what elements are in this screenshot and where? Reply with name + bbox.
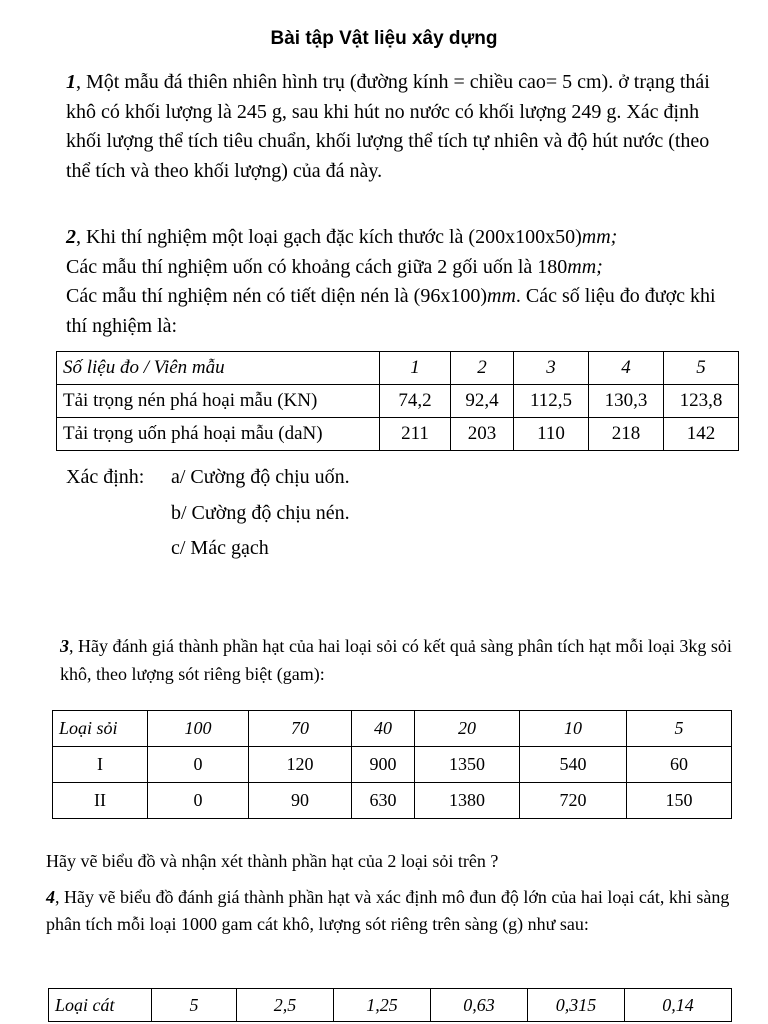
- table-header-cell: 5: [664, 352, 739, 385]
- table-header-cell: 2,5: [237, 989, 334, 1022]
- table-header-cell: 40: [352, 711, 415, 747]
- table-cell: Tải trọng nén phá hoại mẫu (KN): [57, 385, 380, 418]
- sand-sieve-table: [48, 988, 732, 1022]
- table-header-cell: 3: [514, 352, 589, 385]
- table-cell: 110: [514, 418, 589, 451]
- table-header-cell: 5: [627, 711, 732, 747]
- table-cell: Tải trọng uốn phá hoại mẫu (daN): [57, 418, 380, 451]
- table-cell: 1350: [415, 747, 520, 783]
- table-header-cell: 0,14: [625, 989, 732, 1022]
- question-2: [66, 223, 726, 341]
- question-2-number: 2: [66, 226, 76, 248]
- table-header-cell: 70: [249, 711, 352, 747]
- question-2-unit3: mm: [487, 285, 516, 307]
- table-cell: 74,2: [380, 385, 451, 418]
- table-cell: 540: [520, 747, 627, 783]
- table-cell: 60: [627, 747, 732, 783]
- table-row: [57, 385, 739, 418]
- question-4-number: 4: [46, 887, 55, 907]
- table-cell: 123,8: [664, 385, 739, 418]
- question-2-unit2: mm;: [567, 255, 603, 278]
- table-header-cell: 0,315: [528, 989, 625, 1022]
- table-row: [53, 747, 732, 783]
- table-row: [57, 418, 739, 451]
- task-b: b/ Cường độ chịu nén.: [171, 502, 350, 524]
- question-3-text: , Hãy đánh giá thành phần hạt của hai loại sỏi có kết quả sàng phân tích hạt mỗi loại 3kg sỏi khô, theo lượng sót riêng biệt (gam):: [60, 636, 732, 684]
- table-header-cell: 1,25: [334, 989, 431, 1022]
- table-header-cell: Số liệu đo / Viên mẫu: [57, 352, 380, 385]
- table-cell: I: [53, 747, 148, 783]
- question-2-unit1: mm;: [581, 226, 618, 248]
- table-cell: 120: [249, 747, 352, 783]
- determine-label: Xác định:: [66, 466, 145, 488]
- question-2-line3b: . Các số liệu đo được khi thí nghiệm là:: [66, 285, 716, 337]
- table-header-row: [49, 989, 732, 1022]
- table-header-cell: 20: [415, 711, 520, 747]
- table-cell: 1380: [415, 783, 520, 819]
- question-1-number: 1: [66, 71, 76, 93]
- question-3-number: 3: [60, 636, 69, 656]
- question-4-text: , Hãy vẽ biểu đồ đánh giá thành phần hạt và xác định mô đun độ lớn của hai loại cát, khi sàng phân tích mỗi loại 1000 gam cát khô, lượng sót riêng trên sàng (g) như sau:: [46, 887, 730, 934]
- table-header-cell: 100: [148, 711, 249, 747]
- table-header-row: [53, 711, 732, 747]
- table-header-cell: 10: [520, 711, 627, 747]
- table-header-cell: Loại cát: [49, 989, 152, 1022]
- task-c: c/ Mác gạch: [171, 537, 269, 559]
- question-1-text: , Một mẫu đá thiên nhiên hình trụ (đường kính = chiều cao= 5 cm). ở trạng thái khô có khối lượng là 245 g, sau khi hút no nước có khối lượng 249 g. Xác định khối lượng thể tích tiêu chuẩn, khối lượng thể tích tự nhiên và độ hút nước (theo thể tích và theo khối lượng) của đá này.: [66, 71, 710, 182]
- table-cell: 218: [589, 418, 664, 451]
- question-2-line3: Các mẫu thí nghiệm nén có tiết diện nén là (96x100): [66, 285, 487, 307]
- table-cell: 150: [627, 783, 732, 819]
- table-cell: 92,4: [451, 385, 514, 418]
- question-3-instruction: Hãy vẽ biểu đồ và nhận xét thành phần hạt của 2 loại sỏi trên ?: [46, 851, 499, 871]
- table-header-cell: 4: [589, 352, 664, 385]
- table-cell: 720: [520, 783, 627, 819]
- question-1: [66, 68, 726, 186]
- table-header-cell: Loại sỏi: [53, 711, 148, 747]
- question-3: [60, 632, 760, 688]
- table-cell: II: [53, 783, 148, 819]
- table-cell: 203: [451, 418, 514, 451]
- table-header-row: [57, 352, 739, 385]
- question-2-line1: , Khi thí nghiệm một loại gạch đặc kích thước là (200x100x50): [76, 226, 582, 248]
- table-cell: 90: [249, 783, 352, 819]
- table-header-cell: 1: [380, 352, 451, 385]
- table-header-cell: 0,63: [431, 989, 528, 1022]
- table-cell: 900: [352, 747, 415, 783]
- task-a: a/ Cường độ chịu uốn.: [171, 466, 350, 488]
- table-header-cell: 2: [451, 352, 514, 385]
- gravel-sieve-table: [52, 710, 732, 819]
- table-cell: 112,5: [514, 385, 589, 418]
- question-4: [46, 884, 736, 938]
- page-title: Bài tập Vật liệu xây dựng: [270, 28, 498, 49]
- table-cell: 130,3: [589, 385, 664, 418]
- table-cell: 630: [352, 783, 415, 819]
- table-cell: 0: [148, 747, 249, 783]
- question-2-line2: Các mẫu thí nghiệm uốn có khoảng cách giữa 2 gối uốn là 180: [66, 255, 568, 278]
- brick-test-table: [56, 351, 739, 451]
- table-header-cell: 5: [152, 989, 237, 1022]
- table-row: [53, 783, 732, 819]
- table-cell: 0: [148, 783, 249, 819]
- table-cell: 211: [380, 418, 451, 451]
- table-cell: 142: [664, 418, 739, 451]
